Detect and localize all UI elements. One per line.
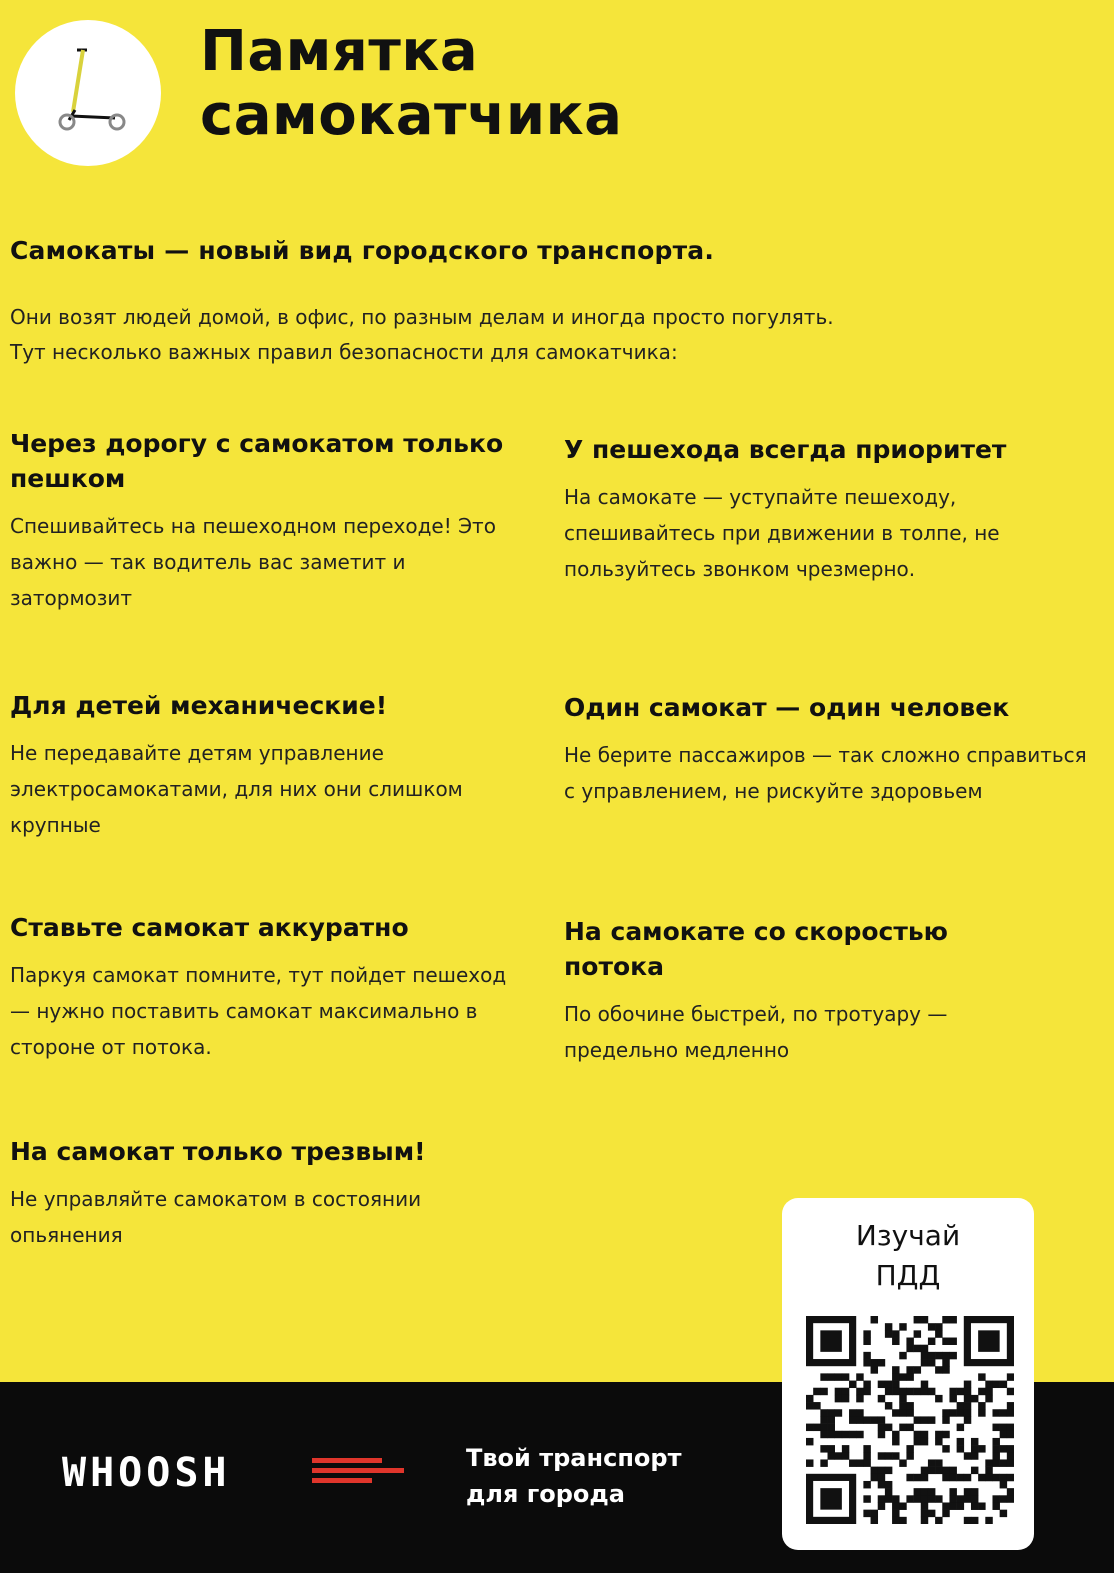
qr-card[interactable] bbox=[782, 1198, 1034, 1550]
rule-text: Не передавайте детям управление электросамокатами, для них они слишком крупные bbox=[10, 741, 463, 837]
rule-text: По обочине быстрей, по тротуару — предельно медленно bbox=[564, 1002, 948, 1062]
rule-block-children bbox=[10, 688, 510, 843]
title-line-1: Памятка bbox=[200, 19, 479, 84]
scooter-logo bbox=[15, 20, 161, 166]
qr-label-line-1: Изучай bbox=[855, 1219, 961, 1252]
page-title bbox=[200, 20, 622, 148]
tagline-line-2: для города bbox=[466, 1480, 625, 1508]
rule-title: Для детей механические! bbox=[10, 691, 388, 720]
rule-title: На самокат только трезвым! bbox=[10, 1137, 426, 1166]
qr-code[interactable] bbox=[806, 1316, 1014, 1524]
rule-title: У пешехода всегда приоритет bbox=[564, 435, 1007, 464]
brand-logo: WHOOSH bbox=[62, 1450, 231, 1496]
rule-block-speed bbox=[564, 914, 1044, 1068]
qr-label-line-2: ПДД bbox=[875, 1259, 941, 1292]
tagline-line-1: Твой транспорт bbox=[466, 1444, 682, 1472]
title-line-2: самокатчика bbox=[200, 83, 623, 148]
rule-block-one-person bbox=[564, 690, 1094, 809]
qr-label bbox=[782, 1216, 1034, 1296]
intro-line-1: Они возят людей домой, в офис, по разным делам и иногда просто погулять. bbox=[10, 305, 834, 329]
rule-title: Ставьте самокат аккуратно bbox=[10, 913, 409, 942]
rule-text: Не берите пассажиров — так сложно справиться с управлением, не рискуйте здоровьем bbox=[564, 743, 1087, 803]
rule-text: На самокате — уступайте пешеходу, спешивайтесь при движении в толпе, не пользуйтесь звонком чрезмерно. bbox=[564, 485, 1000, 581]
rule-text: Не управляйте самокатом в состоянии опьянения bbox=[10, 1187, 422, 1247]
intro-line-2: Тут несколько важных правил безопасности для самокатчика: bbox=[10, 340, 678, 364]
rule-text: Спешивайтесь на пешеходном переходе! Это важно — так водитель вас заметит и затормозит bbox=[10, 514, 496, 610]
rule-title: На самокате со скоростью потока bbox=[564, 917, 948, 981]
footer-tagline bbox=[466, 1440, 681, 1512]
brand-speed-lines-icon bbox=[312, 1454, 404, 1488]
rule-text: Паркуя самокат помните, тут пойдет пешеход — нужно поставить самокат максимально в стороне от потока. bbox=[10, 963, 507, 1059]
rule-title: Один самокат — один человек bbox=[564, 693, 1010, 722]
scooter-icon bbox=[15, 20, 161, 166]
rule-block-parking bbox=[10, 910, 530, 1065]
rule-block-pedestrian-priority bbox=[564, 432, 1084, 587]
rule-title: Через дорогу с самокатом только пешком bbox=[10, 429, 504, 493]
intro-headline: Самокаты — новый вид городского транспорта. bbox=[10, 236, 715, 265]
intro-text bbox=[10, 300, 1090, 370]
rule-block-sober bbox=[10, 1134, 510, 1253]
rule-block-crossing bbox=[10, 426, 510, 616]
